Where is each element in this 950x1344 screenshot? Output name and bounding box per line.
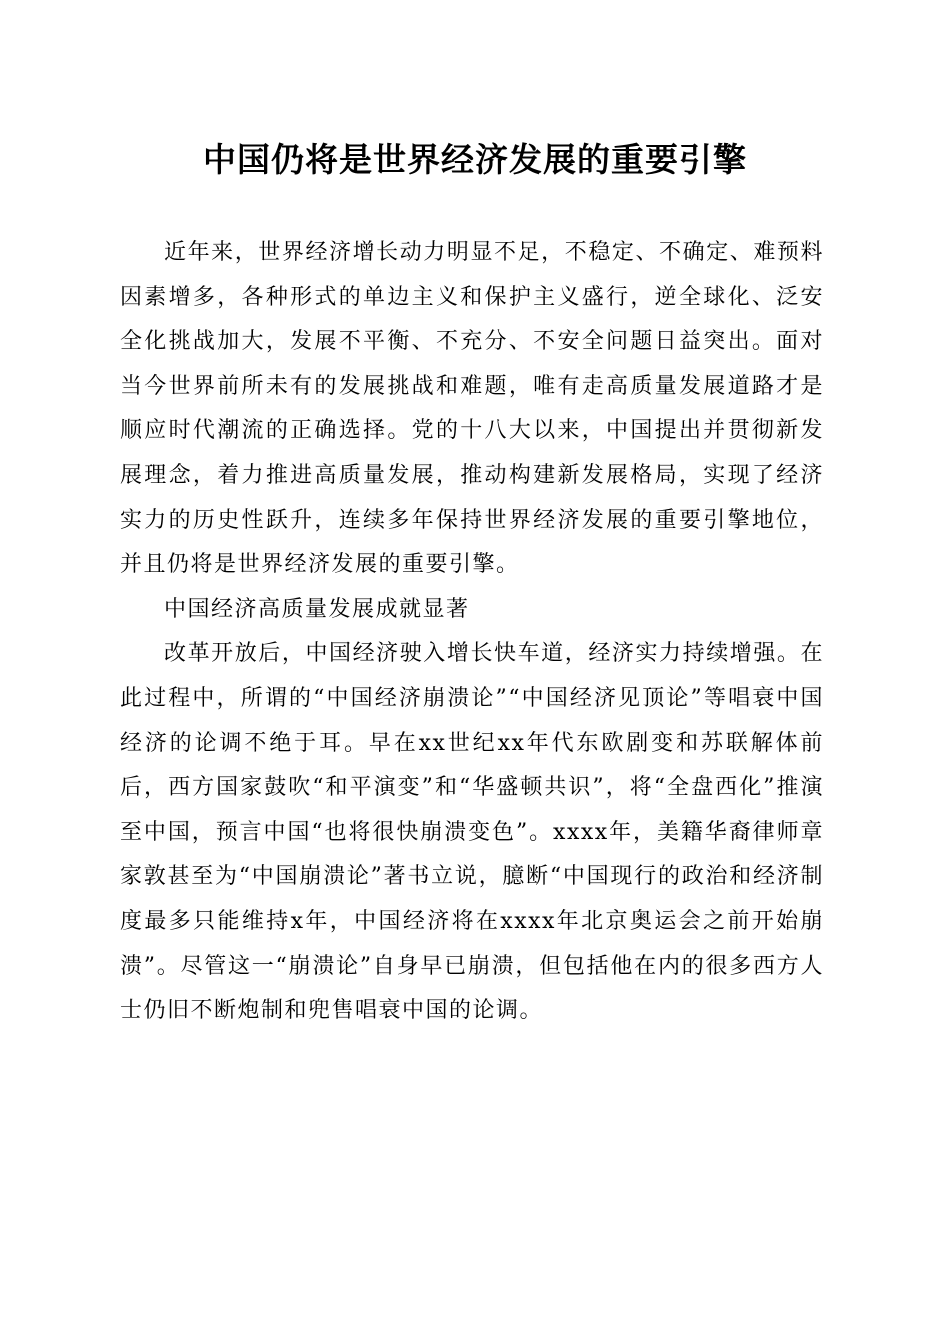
document-body — [120, 231, 824, 1034]
paragraph-history: 改革开放后，中国经济驶入增长快车道，经济实力持续增强。在此过程中，所谓的“中国经济崩溃论”“中国经济见顶论”等唱衰中国经济的论调不绝于耳。早在xx世纪xx年代东欧剧变和苏联解体前后，西方国家鼓吹“和平演变”和“华盛顿共识”，将“全盘西化”推演至中国，预言中国“也将很快崩溃变色”。xxxx年，美籍华裔律师章家敦甚至为“中国崩溃论”著书立说，臆断“中国现行的政治和经济制度最多只能维持x年，中国经济将在xxxx年北京奥运会之前开始崩溃”。尽管这一“崩溃论”自身早已崩溃，但包括他在内的很多西方人士仍旧不断炮制和兜售唱衰中国的论调。 — [120, 641, 825, 1024]
paragraph-intro: 近年来，世界经济增长动力明显不足，不稳定、不确定、难预料因素增多，各种形式的单边主义和保护主义盛行，逆全球化、泛安全化挑战加大，发展不平衡、不充分、不安全问题日益突出。面对当今世界前所未有的发展挑战和难题，唯有走高质量发展道路才是顺应时代潮流的正确选择。党的十八大以来，中国提出并贯彻新发展理念，着力推进高质量发展，推动构建新发展格局，实现了经济实力的历史性跃升，连续多年保持世界经济发展的重要引擎地位，并且仍将是世界经济发展的重要引擎。 — [120, 240, 824, 578]
document-title: 中国仍将是世界经济发展的重要引擎 — [203, 140, 747, 179]
section-heading: 中国经济高质量发展成就显著 — [164, 596, 470, 622]
